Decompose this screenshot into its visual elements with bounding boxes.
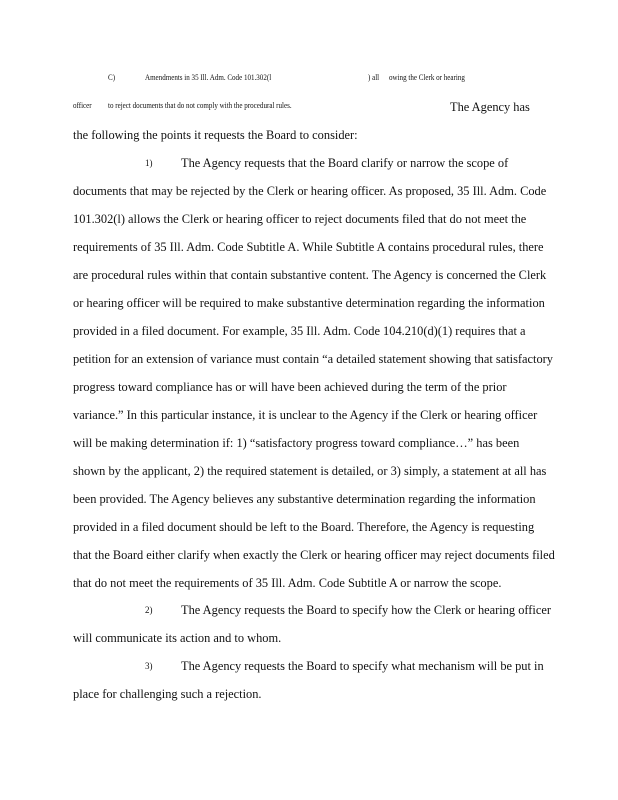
item-1-line: variance.” In this particular instance, it is unclear to the Agency if the Clerk or hearing officer [73,408,538,422]
item-1-line: will be making determination if: 1) “satisfactory progress toward compliance…” has been [73,436,520,450]
heading-text-part1: Amendments in 35 Ill. Adm. Code 101.302(l [145,73,272,82]
item-3-line: place for challenging such a rejection. [73,687,262,701]
heading-text-part3: owing the Clerk or hearing [389,73,465,82]
item-1-line: or hearing officer will be required to make substantive determination regarding the information [73,296,545,310]
item-1-number: 1) [145,158,153,168]
intro-line: the following the points it requests the Board to consider: [73,128,358,142]
item-1-line: provided in a filed document. For example, 35 Ill. Adm. Code 104.210(d)(1) requires that a [73,324,526,338]
item-1-line: requirements of 35 Ill. Adm. Code Subtitle A. While Subtitle A contains procedural rules, there [73,240,544,254]
item-3-number: 3) [145,661,153,671]
item-1-line: petition for an extension of variance must contain “a detailed statement showing that satisfactory [73,352,553,366]
item-1-line: progress toward compliance has or will have been achieved during the term of the prior [73,380,507,394]
item-3-line: The Agency requests the Board to specify what mechanism will be put in [181,659,544,673]
heading-text-part2: ) all [368,73,380,82]
item-2-line: will communicate its action and to whom. [73,631,282,645]
item-1-line: The Agency requests that the Board clarify or narrow the scope of [181,156,509,170]
item-1-line: are procedural rules within that contain substantive content. The Agency is concerned the Clerk [73,268,547,282]
item-2-line: The Agency requests the Board to specify how the Clerk or hearing officer [181,603,551,617]
item-1-line: that the Board either clarify when exactly the Clerk or hearing officer may reject documents filed [73,548,555,562]
item-2-number: 2) [145,605,153,615]
item-1-line: that do not meet the requirements of 35 Ill. Adm. Code Subtitle A or narrow the scope. [73,576,502,590]
item-1-line: been provided. The Agency believes any substantive determination regarding the information [73,492,536,506]
item-1-line: shown by the applicant, 2) the required statement is detailed, or 3) simply, a statement at all has [73,464,547,478]
item-1-line: 101.302(l) allows the Clerk or hearing officer to reject documents filed that do not meet the [73,212,527,226]
heading-text-part5: to reject documents that do not comply with the procedural rules. [108,101,292,110]
heading-agency-has: The Agency has [450,100,530,114]
item-1-line: documents that may be rejected by the Clerk or hearing officer. As proposed, 35 Ill. Adm. Code [73,184,547,198]
item-1-line: provided in a filed document should be left to the Board. Therefore, the Agency is requesting [73,520,535,534]
heading-text-part4: officer [73,101,92,110]
heading-label: C) [108,73,116,82]
